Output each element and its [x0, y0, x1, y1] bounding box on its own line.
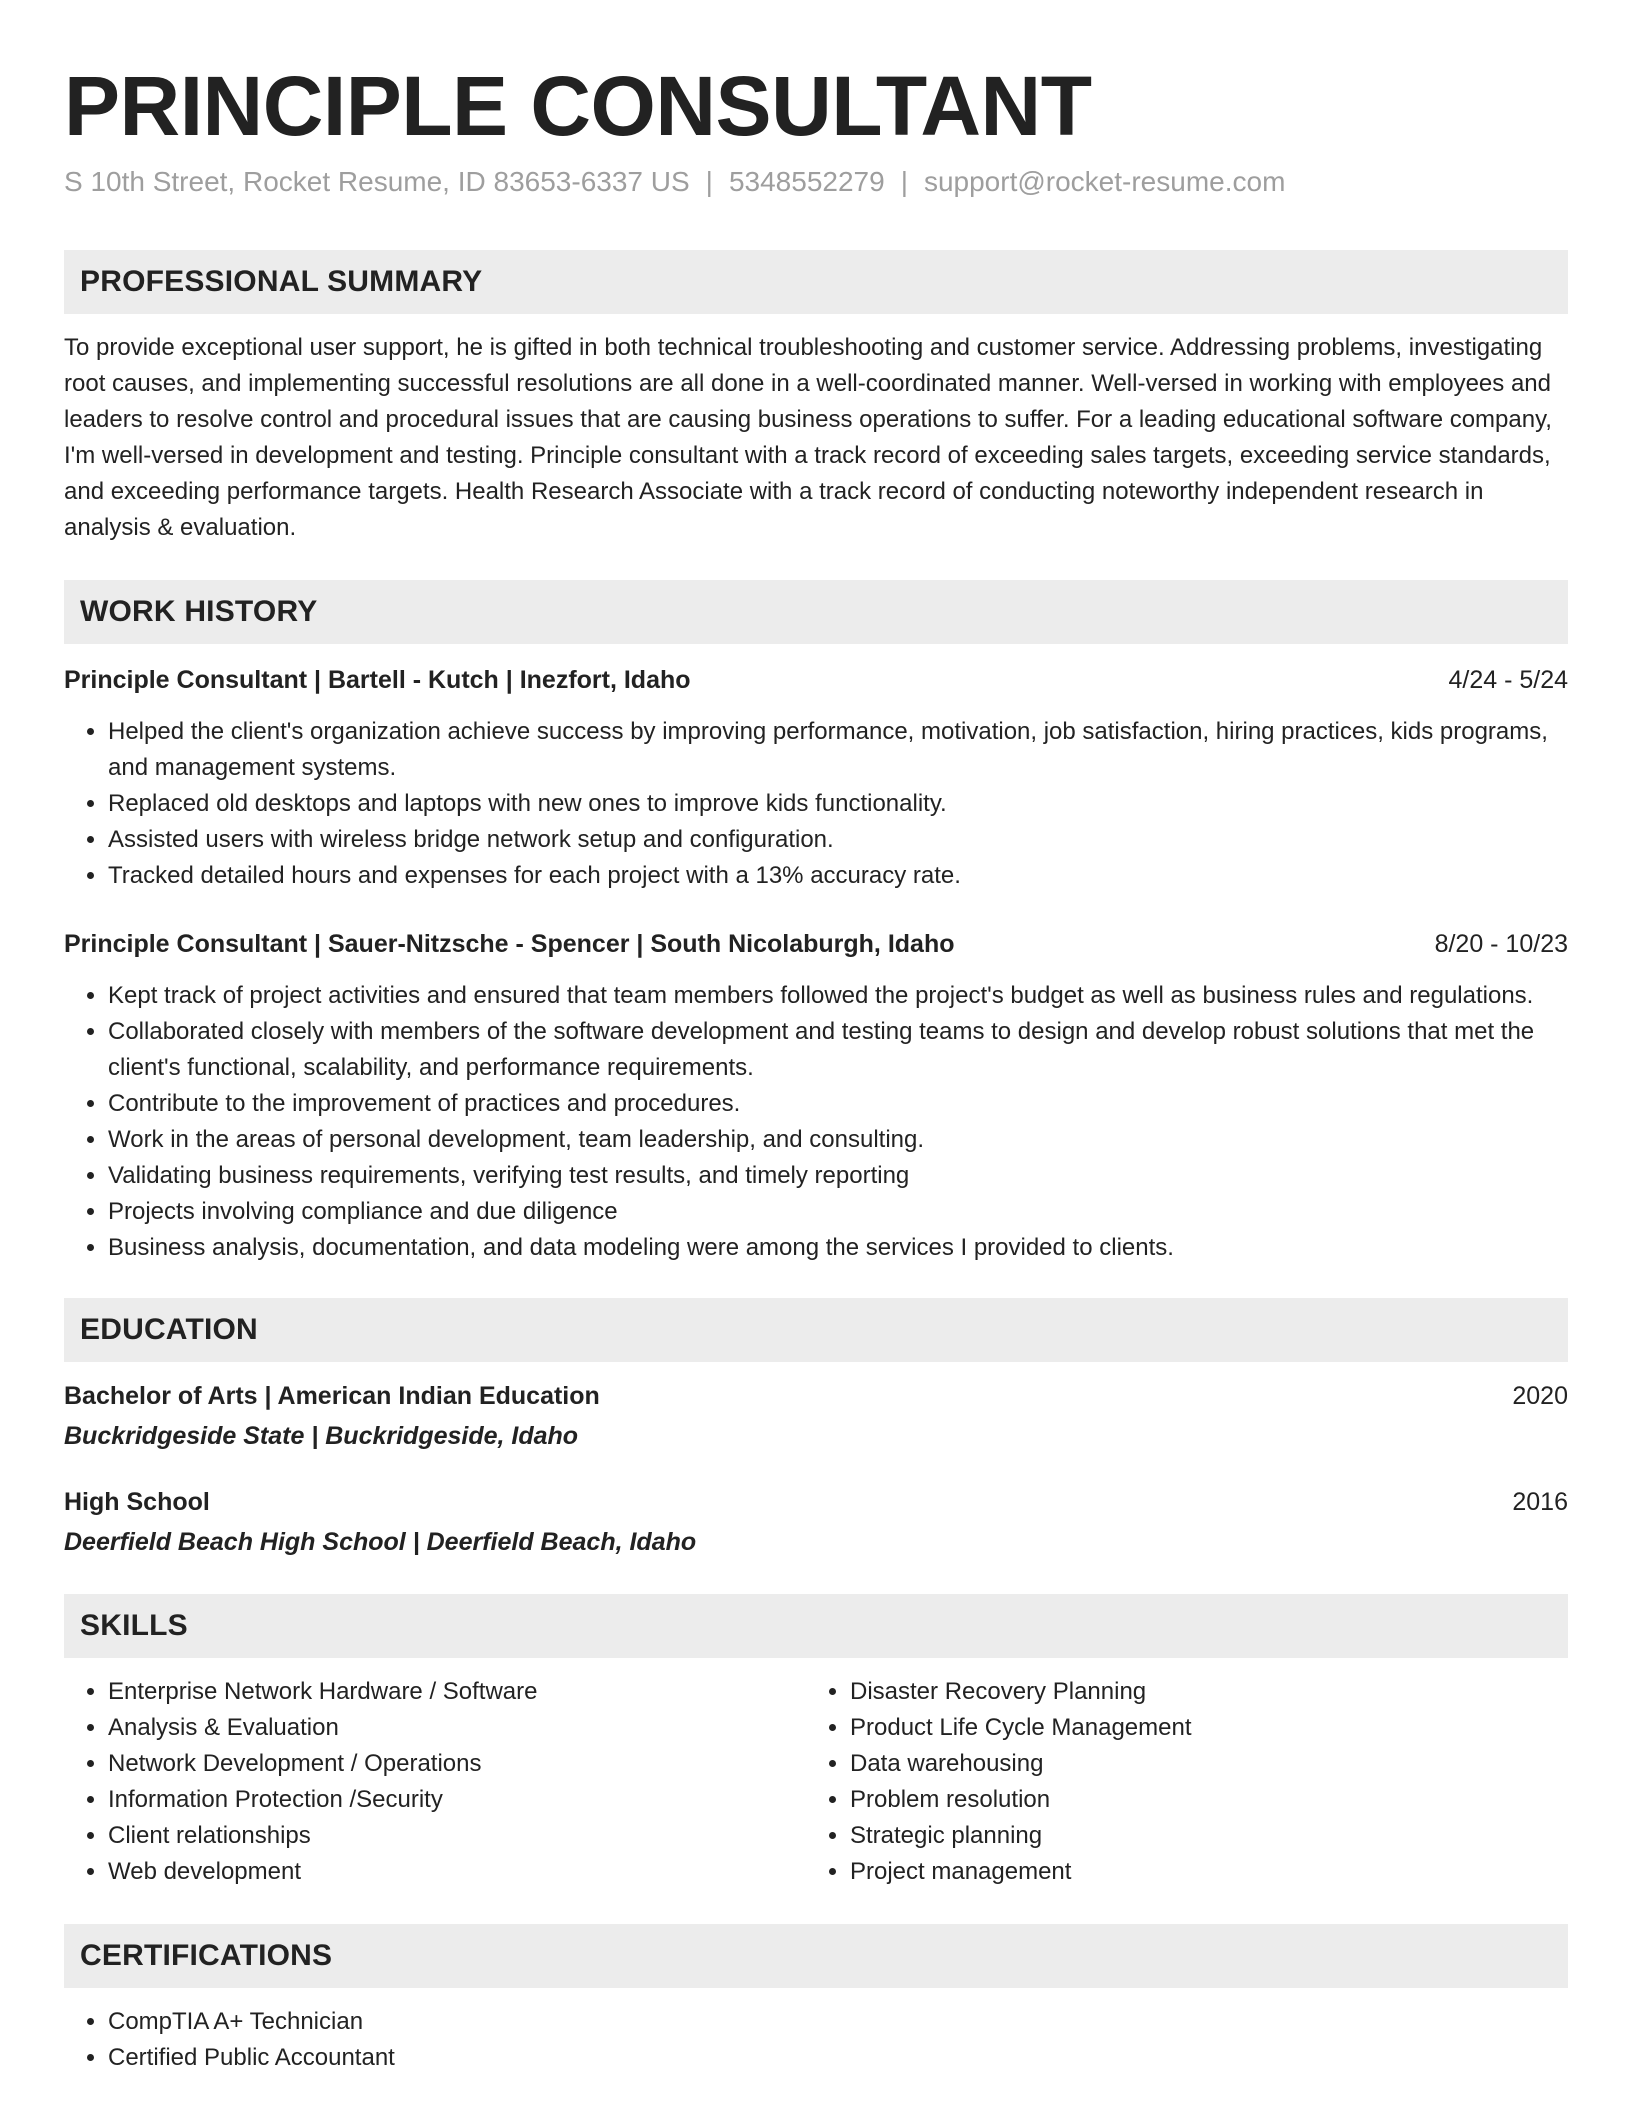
job-bullet: • Projects involving compliance and due diligence	[108, 1194, 1568, 1230]
skill-item: • Data warehousing	[850, 1746, 1548, 1782]
education-school: Deerfield Beach High School | Deerfield Beach, Idaho	[64, 1528, 697, 1556]
certification-item: • Certified Public Accountant	[108, 2040, 1568, 2076]
job-bullets	[64, 978, 1568, 1266]
skill-item: • Network Development / Operations	[108, 1746, 806, 1782]
skills-column-right	[806, 1674, 1548, 1890]
section-header-work-history: WORK HISTORY	[64, 580, 1568, 644]
skill-item: • Analysis & Evaluation	[108, 1710, 806, 1746]
contact-line	[64, 164, 1568, 200]
skill-item: • Web development	[108, 1854, 806, 1890]
job-bullet: • Validating business requirements, verifying test results, and timely reporting	[108, 1158, 1568, 1194]
contact-email: support@rocket-resume.com	[923, 166, 1286, 197]
skill-item: • Strategic planning	[850, 1818, 1548, 1854]
job-heading	[64, 662, 1568, 698]
skill-item: • Project management	[850, 1854, 1548, 1890]
skill-item: • Product Life Cycle Management	[850, 1710, 1548, 1746]
section-header-certifications: CERTIFICATIONS	[64, 1924, 1568, 1988]
job-bullet: • Assisted users with wireless bridge network setup and configuration.	[108, 822, 1568, 858]
skills-grid	[64, 1674, 1568, 1890]
education-school: Buckridgeside State | Buckridgeside, Idaho	[64, 1422, 579, 1450]
certification-item: • CompTIA A+ Technician	[108, 2004, 1568, 2040]
contact-separator: |	[705, 166, 713, 197]
job-bullet: • Helped the client's organization achieve success by improving performance, motivation, job satisfaction, hiring practices, kids programs, and management systems.	[108, 714, 1568, 786]
job-bullet: • Tracked detailed hours and expenses for each project with a 13% accuracy rate.	[108, 858, 1568, 894]
resume-name: PRINCIPLE CONSULTANT	[64, 59, 1092, 153]
contact-separator: |	[900, 166, 908, 197]
job-bullet: • Replaced old desktops and laptops with new ones to improve kids functionality.	[108, 786, 1568, 822]
job-bullet: • Collaborated closely with members of the software development and testing teams to design and develop robust solutions that met the client's functional, scalability, and performance requirements.	[108, 1014, 1568, 1086]
job-title: Principle Consultant | Bartell - Kutch | Inezfort, Idaho	[64, 666, 691, 694]
education-degree: High School	[64, 1488, 210, 1516]
job-bullet: • Business analysis, documentation, and data modeling were among the services I provided to clients.	[108, 1230, 1568, 1266]
section-header-summary: PROFESSIONAL SUMMARY	[64, 250, 1568, 314]
job-bullet: • Work in the areas of personal development, team leadership, and consulting.	[108, 1122, 1568, 1158]
job-bullet: • Kept track of project activities and ensured that team members followed the project's budget as well as business rules and regulations.	[108, 978, 1568, 1014]
skill-item: • Disaster Recovery Planning	[850, 1674, 1548, 1710]
education-heading	[64, 1484, 1568, 1520]
job-bullets	[64, 714, 1568, 894]
contact-address: S 10th Street, Rocket Resume, ID 83653-6337 US	[64, 166, 690, 197]
skill-item: • Enterprise Network Hardware / Software	[108, 1674, 806, 1710]
resume-page	[64, 0, 1568, 2112]
job-bullet: • Contribute to the improvement of practices and procedures.	[108, 1086, 1568, 1122]
contact-phone: 5348552279	[728, 166, 885, 197]
section-header-education: EDUCATION	[64, 1298, 1568, 1362]
education-heading	[64, 1378, 1568, 1414]
section-header-skills: SKILLS	[64, 1594, 1568, 1658]
skill-item: • Information Protection /Security	[108, 1782, 806, 1818]
certification-list	[64, 2004, 1568, 2076]
job-title: Principle Consultant | Sauer-Nitzsche - Spencer | South Nicolaburgh, Idaho	[64, 930, 955, 958]
summary-text: To provide exceptional user support, he is gifted in both technical troubleshooting and customer service. Addressing problems, investigating root causes, and implementing successful resolutions are all done in a well-coordinated manner. Well-versed in working with employees and leaders to resolve control and procedural issues that are causing business operations to suffer. For a leading educational software company, I'm well-versed in development and testing. Principle consultant with a track record of exceeding sales targets, exceeding service standards, and exceeding performance targets. Health Research Associate with a track record of conducting noteworthy independent research in analysis & evaluation.	[64, 334, 1552, 541]
skill-item: • Client relationships	[108, 1818, 806, 1854]
education-year: 2020	[1512, 1382, 1568, 1410]
education-year: 2016	[1512, 1488, 1568, 1516]
education-degree: Bachelor of Arts | American Indian Education	[64, 1382, 600, 1410]
skill-item: • Problem resolution	[850, 1782, 1548, 1818]
job-dates: 4/24 - 5/24	[1448, 666, 1568, 694]
job-heading	[64, 926, 1568, 962]
skills-column-left	[64, 1674, 806, 1890]
job-dates: 8/20 - 10/23	[1434, 930, 1568, 958]
